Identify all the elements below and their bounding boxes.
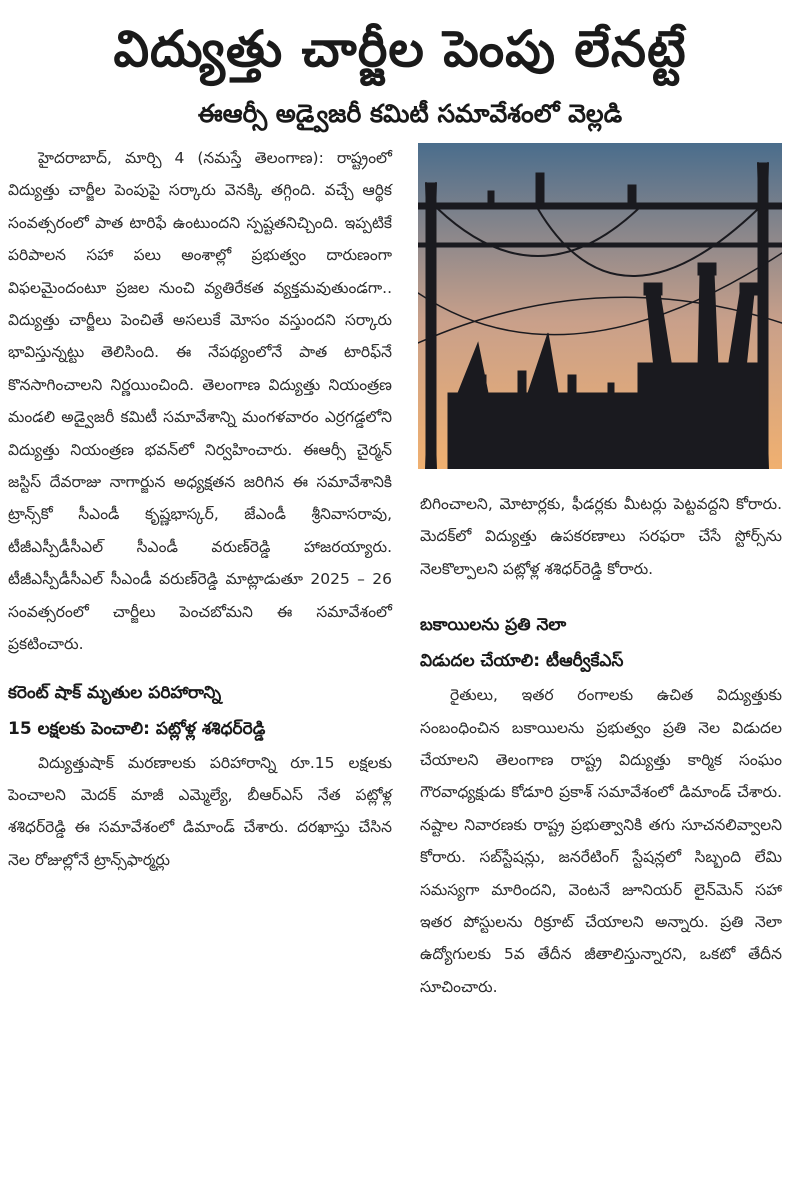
article-right-column [420,488,782,1003]
section1-title-line2: 15 లక్షలకు పెంచాలి: పట్లోళ్ల శశిధర్‌రెడ్డి [8,718,266,739]
section1-title-line1: కరెంట్ షాక్ మృతుల పరిహారాన్ని [8,682,222,703]
section1-body-left: విద్యుత్తుషాక్ మరణాలకు పరిహారాన్ని రూ.15 లక్షలకు పెంచాలని మెదక్ మాజీ ఎమ్మెల్యే, బీఆర్ఎస్ నేత పట్లోళ్ల శశిధర్‌రెడ్డి ఈ సమావేశంలో డిమాండ్ చేశారు. దరఖాస్తు చేసిన నెల రోజుల్లోనే ట్రాన్స్‌ఫార్మర్లు [8,753,392,869]
article-intro-paragraph: హైదరాబాద్, మార్చి 4 (నమస్తే తెలంగాణ): రాష్ట్రంలో విద్యుత్తు చార్జీల పెంపుపై సర్కారు వెనక్కి తగ్గింది. వచ్చే ఆర్థిక సంవత్సరంలో పాత టారిఫే ఉంటుందని స్పష్టతనిచ్చింది. ఇప్పటికే పరిపాలన సహా పలు అంశాల్లో ప్రభుత్వం దారుణంగా విఫలమైందంటూ ప్రజల నుంచి వ్యతిరేకత వ్యక్తమవుతుండగా.. విద్యుత్తు చార్జీలు పెంచితే అసలుకే మోసం వస్తుందని సర్కారు భావిస్తున్నట్టు తెలిసింది. ఈ నేపథ్యంలోనే పాత టారిఫ్‌నే కొనసాగించాలని నిర్ణయించింది. తెలంగాణ విద్యుత్తు నియంత్రణ మండలి అడ్వైజరీ కమిటీ సమావేశాన్ని మంగళవారం ఎర్రగడ్డలోని విద్యుత్తు నియంత్రణ భవన్‌లో నిర్వహించారు. ఈఆర్సీ చైర్మన్ జస్టిస్ దేవరాజు నాగార్జున అధ్యక్షతన జరిగిన ఈ సమావేశానికి ట్రాన్స్‌కో సీఎండీ కృష్ణభాస్కర్, జేఎండీ శ్రీనివాసరావు, టీజీఎస్పీడీసీఎల్ సీఎండీ వరుణ్‌రెడ్డి హాజరయ్యారు. టీజీఎస్పీడీసీఎల్ సీఎండీ వరుణ్‌రెడ్డి మాట్లాడుతూ 2025 – 26 సంవత్సరంలో చార్జీలు పెంచబోమని ఈ సమావేశంలో ప్రకటించారు. [8,149,392,654]
section2-title-line1: బకాయిలను ప్రతి నెలా [420,615,567,636]
substation-photo [418,143,782,469]
substation-illustration [418,143,782,469]
section1-body-right: బిగించాలని, మోటార్లకు, ఫీడర్లకు మీటర్లు పెట్టవద్దని కోరారు. మెదక్‌లో విద్యుత్తు ఉపకరణాలు సరఫరా చేసే స్టోర్స్‌ను నెలకొల్పాలని పట్లోళ్ల శశిధర్‌రెడ్డి కోరారు. [420,495,782,578]
section2-title-line2: విడుదల చేయాలి: టీఆర్వీకేఎస్ [420,651,624,672]
subheadline: ఈఆర్సీ అడ్వైజరీ కమిటీ సమావేశంలో వెల్లడి [197,99,623,128]
article-left-column [8,142,392,876]
section2-body: రైతులు, ఇతర రంగాలకు ఉచిత విద్యుత్తుకు సంబంధించిన బకాయిలను ప్రభుత్వం ప్రతి నెల విడుదల చేయాలని తెలంగాణ రాష్ట్ర విద్యుత్తు కార్మిక సంఘం గౌరవాధ్యక్షుడు కోడూరి ప్రకాశ్ సమావేశంలో డిమాండ్ చేశారు. నష్టాల నివారణకు రాష్ట్ర ప్రభుత్వానికి తగు సూచనలివ్వాలని కోరారు. సబ్‌స్టేషన్లు, జనరేటింగ్ స్టేషన్లలో సిబ్బంది లేమి సమస్యగా మారిందని, వెంటనే జూనియర్ లైన్‌మెన్ సహా ఇతర పోస్టులను రిక్రూట్ చేయాలని అన్నారు. ప్రతి నెలా ఉద్యోగులకు 5వ తేదీన జీతాలిస్తున్నారని, ఒకటో తేదీన సూచించారు. [420,686,782,996]
headline: విద్యుత్తు చార్జీల పెంపు లేనట్టే [113,20,687,78]
